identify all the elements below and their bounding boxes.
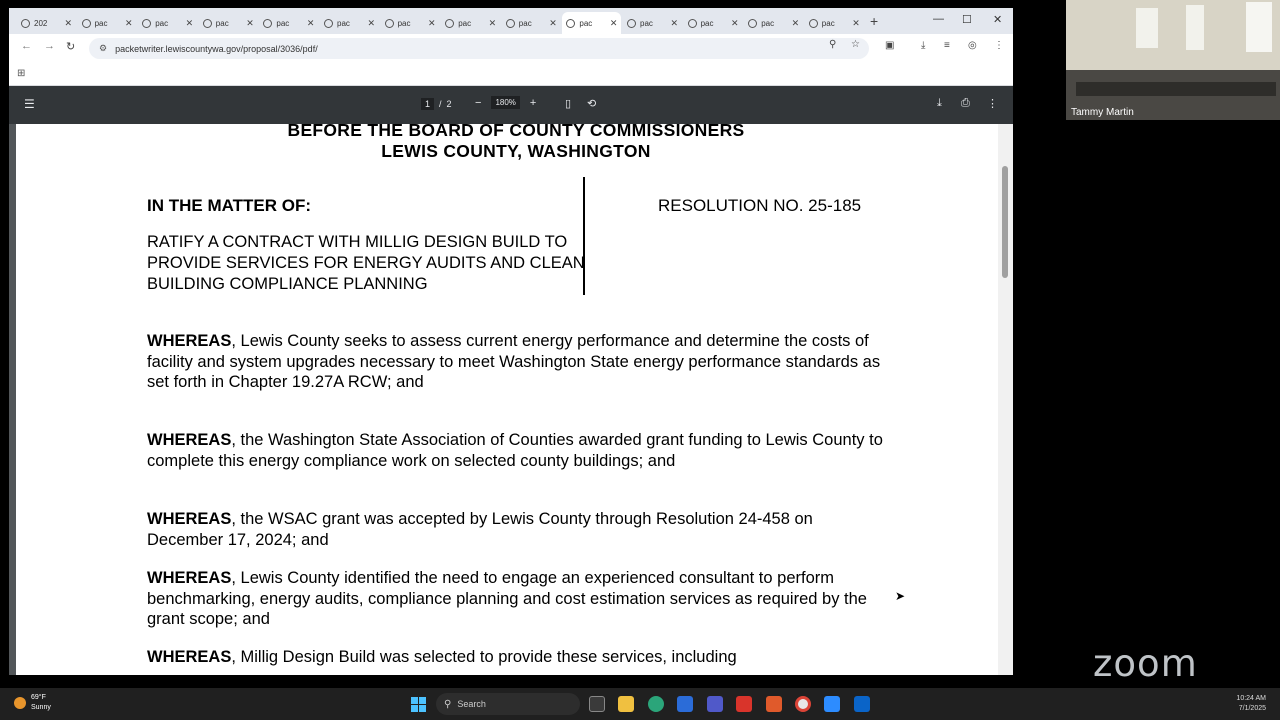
pdf-page (16, 124, 998, 675)
browser-tab[interactable] (138, 12, 197, 34)
browser-tab[interactable] (199, 12, 258, 34)
windows-taskbar (0, 688, 1280, 720)
globe-icon (263, 19, 272, 28)
whereas-text: , Lewis County seeks to assess current energy performance and determine the costs of facility and system upgrades necessary to meet Washington State energy performance standards as set forth in Chapter 19.27A RCW; and (147, 332, 881, 392)
globe-icon (324, 19, 333, 28)
whereas-label: WHEREAS (147, 431, 232, 449)
page-number-input[interactable]: 1 (421, 98, 434, 110)
bookmarks-bar (9, 62, 1013, 86)
room-window (1246, 2, 1272, 52)
sun-icon (14, 697, 26, 709)
resolution-number: RESOLUTION NO. 25-185 (658, 196, 862, 215)
globe-icon (748, 19, 757, 28)
close-tab-icon[interactable]: ✕ (185, 17, 194, 28)
whereas-label: WHEREAS (147, 510, 232, 528)
globe-icon (203, 19, 212, 28)
pdf-download-icon[interactable]: ⤓ (937, 97, 942, 109)
close-tab-icon[interactable]: ✕ (609, 17, 618, 28)
browser-tab[interactable] (623, 12, 682, 34)
globe-icon (142, 19, 151, 28)
browser-tab[interactable] (78, 12, 137, 34)
tab-label: pac (458, 18, 472, 28)
whereas-paragraph (147, 509, 887, 550)
zoom-out-icon[interactable]: − (475, 96, 482, 109)
weather-condition: Sunny (31, 704, 51, 711)
globe-icon (809, 19, 818, 28)
browser-tab[interactable] (17, 12, 76, 34)
windows-start-icon[interactable] (411, 697, 426, 712)
page-indicator (421, 98, 452, 110)
zoom-controls (475, 96, 536, 109)
close-window-icon[interactable]: ✕ (993, 14, 1003, 26)
page-separator: / (439, 99, 442, 109)
participant-name: Tammy Martin (1071, 107, 1134, 118)
browser-tab[interactable] (381, 12, 440, 34)
file-explorer-icon[interactable] (618, 696, 634, 712)
tab-label: pac (821, 18, 835, 28)
in-the-matter-label: IN THE MATTER OF: (147, 196, 311, 215)
globe-icon (627, 19, 636, 28)
close-tab-icon[interactable]: ✕ (246, 17, 254, 28)
whereas-label: WHEREAS (147, 648, 232, 666)
new-tab-button[interactable]: + (870, 13, 879, 29)
tab-label: pac (761, 18, 775, 28)
whereas-paragraph (147, 568, 887, 630)
pdf-scroll-thumb[interactable] (1002, 166, 1008, 278)
document-header-line2: LEWIS COUNTY, WASHINGTON (381, 141, 651, 161)
edge-icon[interactable] (648, 696, 664, 712)
close-tab-icon[interactable]: ✕ (670, 17, 678, 28)
browser-tab[interactable] (259, 12, 318, 34)
reload-icon[interactable]: ↻ (66, 41, 76, 53)
print-icon[interactable]: ⎙ (961, 97, 970, 109)
chrome-icon[interactable] (795, 696, 811, 712)
document-header-line1: BEFORE THE BOARD OF COUNTY COMMISSIONERS (287, 124, 745, 140)
taskbar-search[interactable] (436, 693, 580, 715)
pdf-viewer (9, 124, 1013, 675)
globe-icon (82, 19, 91, 28)
globe-icon (688, 19, 697, 28)
zoom-logo: zoom (1093, 642, 1198, 685)
bookmark-star-icon[interactable]: ☆ (851, 39, 860, 50)
tab-label: 202 (34, 18, 48, 28)
tab-label: pac (94, 18, 108, 28)
whereas-paragraph (147, 647, 887, 668)
task-view-icon[interactable] (589, 696, 605, 712)
whereas-text: , Millig Design Build was selected to provide these services, including (231, 648, 737, 666)
close-tab-icon[interactable]: ✕ (791, 17, 800, 28)
address-bar[interactable] (89, 38, 869, 59)
browser-tab[interactable] (684, 12, 743, 34)
search-placeholder: Search (457, 699, 486, 709)
globe-icon (21, 19, 30, 28)
whereas-label: WHEREAS (147, 569, 232, 587)
tab-label: pac (215, 18, 229, 28)
ratify-title: RATIFY A CONTRACT WITH MILLIG DESIGN BUILD TO PROVIDE SERVICES FOR ENERGY AUDITS AND CLEAN BUILDING COMPLIANCE PLANNING (147, 233, 585, 293)
browser-tab[interactable] (441, 12, 500, 34)
total-pages: 2 (446, 99, 452, 109)
rotate-icon[interactable]: ⟲ (587, 98, 597, 110)
pdf-toolbar (9, 86, 1013, 124)
weather-temperature: 69°F (31, 694, 46, 701)
weather-widget[interactable] (14, 693, 51, 713)
site-info-icon[interactable]: ⚙ (99, 43, 108, 53)
browser-tab[interactable] (320, 12, 379, 34)
mouse-cursor-icon: ➤ (895, 589, 906, 603)
tab-label: pac (155, 18, 169, 28)
close-tab-icon[interactable]: ✕ (428, 17, 436, 28)
fit-page-icon[interactable]: ▯ (565, 98, 572, 110)
tab-label: pac (397, 18, 411, 28)
close-tab-icon[interactable]: ✕ (306, 17, 315, 28)
forward-icon[interactable]: → (44, 40, 55, 52)
close-tab-icon[interactable]: ✕ (731, 17, 739, 28)
globe-icon (566, 19, 575, 28)
cast-icon[interactable]: ▣ (885, 40, 895, 51)
clock-time: 10:24 AM (1236, 695, 1266, 702)
browser-menu-icon[interactable]: ⋮ (994, 40, 1004, 51)
app-icon-red[interactable] (736, 696, 752, 712)
tab-label: pac (640, 18, 653, 28)
reading-list-icon[interactable]: ≡ (944, 40, 950, 51)
whereas-text: , the Washington State Association of Counties awarded grant funding to Lewis County to complete this energy compliance work on selected county buildings; and (147, 431, 883, 470)
globe-icon (385, 19, 394, 28)
browser-tab[interactable] (562, 12, 621, 34)
pdf-scrollbar[interactable] (998, 124, 1013, 675)
outlook-icon[interactable] (854, 696, 870, 712)
whereas-paragraph (147, 331, 887, 393)
zoom-in-icon[interactable]: + (529, 96, 537, 109)
minimize-icon[interactable]: — (933, 13, 944, 25)
tab-label: pac (337, 18, 350, 28)
whereas-label: WHEREAS (147, 332, 232, 350)
browser-toolbar (9, 34, 1013, 62)
close-tab-icon[interactable]: ✕ (64, 17, 72, 28)
url-text: packetwriter.lewiscountywa.gov/proposal/3036/pdf/ (115, 43, 318, 54)
globe-icon (445, 19, 454, 28)
app-icon-orange[interactable] (766, 696, 782, 712)
pdf-more-icon[interactable]: ⋮ (987, 98, 998, 110)
close-tab-icon[interactable]: ✕ (125, 17, 133, 28)
whereas-text: , Lewis County identified the need to engage an experienced consultant to perform benchmarking, energy audits, compliance planning and cost estimation services as required by the grant scope; and (147, 569, 867, 629)
room-desk-row (1076, 82, 1276, 96)
tab-label: pac (579, 18, 593, 28)
close-tab-icon[interactable]: ✕ (852, 17, 860, 28)
maximize-icon[interactable]: ☐ (962, 14, 972, 26)
zoom-lens-icon[interactable]: ⚲ (829, 39, 837, 50)
apps-grid-icon[interactable]: ⊞ (17, 68, 26, 79)
clock-date: 7/1/2025 (1238, 705, 1266, 712)
room-window (1136, 8, 1158, 48)
search-icon: ⚲ (444, 698, 452, 710)
whereas-paragraph (147, 430, 887, 471)
zoom-level-input[interactable]: 180% (491, 96, 519, 109)
back-icon[interactable]: ← (21, 40, 32, 52)
close-tab-icon[interactable]: ✕ (488, 17, 497, 28)
globe-icon (506, 19, 515, 28)
zoom-app-icon[interactable] (824, 696, 840, 712)
pdf-sidebar-menu-icon[interactable]: ☰ (24, 97, 35, 111)
taskbar-clock[interactable] (1218, 694, 1266, 714)
browser-tab[interactable] (805, 12, 864, 34)
room-window (1186, 5, 1204, 50)
zoom-participant-video[interactable] (1066, 0, 1280, 120)
store-icon[interactable] (677, 696, 693, 712)
whereas-text: , the WSAC grant was accepted by Lewis County through Resolution 24-458 on December 17, 2024; and (147, 510, 813, 549)
tab-label: pac (700, 18, 714, 28)
browser-tab[interactable] (502, 12, 561, 34)
tab-label: pac (276, 18, 290, 28)
downloads-icon[interactable]: ⤓ (921, 40, 926, 51)
profile-icon[interactable]: ◎ (968, 40, 977, 51)
browser-window (9, 8, 1013, 675)
browser-tab[interactable] (744, 12, 803, 34)
tab-strip (9, 8, 1013, 34)
teams-icon[interactable] (707, 696, 723, 712)
close-tab-icon[interactable]: ✕ (549, 17, 557, 28)
close-tab-icon[interactable]: ✕ (367, 17, 375, 28)
tab-label: pac (518, 18, 532, 28)
